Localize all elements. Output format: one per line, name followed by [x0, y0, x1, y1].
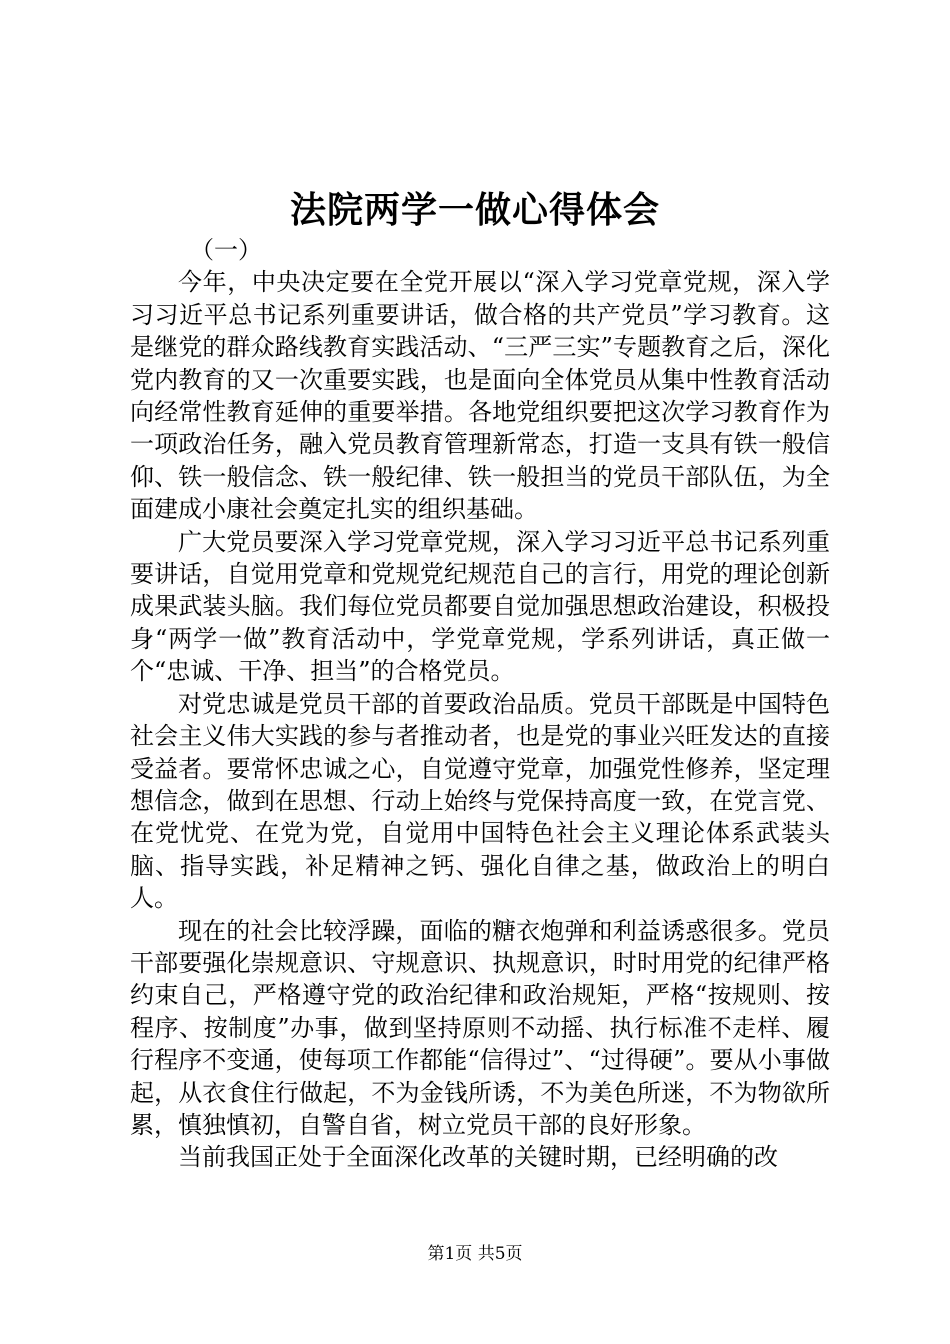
page-footer: 第1页 共5页	[427, 1244, 523, 1264]
paragraph: 现在的社会比较浮躁，面临的糖衣炮弹和利益诱惑很多。党员干部要强化崇规意识、守规意识、执规意识，时时用党的纪律严格约束自己，严格遵守党的政治纪律和政治规矩，严格“按规则、按程序、按制度”办事，做到坚持原则不动摇、执行标准不走样、履行程序不变通，使每项工作都能“信得过”、“过得硬”。要从小事做起，从衣食住行做起，不为金钱所诱，不为美色所迷，不为物欲所累，慎独慎初，自警自省，树立党员干部的良好形象。	[130, 916, 830, 1139]
paragraph: 今年，中央决定要在全党开展以“深入学习党章党规，深入学习习近平总书记系列重要讲话，做合格的共产党员”学习教育。这是继党的群众路线教育实践活动、“三严三实”专题教育之后，深化党内教育的又一次重要实践，也是面向全体党员从集中性教育活动向经常性教育延伸的重要举措。各地党组织要把这次学习教育作为一项政治任务，融入党员教育管理新常态，打造一支具有铁一般信仰、铁一般信念、铁一般纪律、铁一般担当的党员干部队伍，为全面建成小康社会奠定扎实的组织基础。	[130, 268, 830, 524]
section-number: （一）	[190, 236, 262, 264]
document-title: 法院两学一做心得体会	[289, 189, 660, 231]
paragraph: 广大党员要深入学习党章党规，深入学习习近平总书记系列重要讲话，自觉用党章和党规党纪规范自己的言行，用党的理论创新成果武装头脑。我们每位党员都要自觉加强思想政治建设，积极投身“两学一做”教育活动中，学党章党规，学系列讲话，真正做一个“忠诚、干净、担当”的合格党员。	[130, 527, 830, 686]
document-body	[130, 234, 830, 1174]
paragraph: 当前我国正处于全面深化改革的关键时期，已经明确的改	[178, 1143, 778, 1172]
paragraph: 对党忠诚是党员干部的首要政治品质。党员干部既是中国特色社会主义伟大实践的参与者推动者，也是党的事业兴旺发达的直接受益者。要常怀忠诚之心，自觉遵守党章，加强党性修养，坚定理想信念，做到在思想、行动上始终与党保持高度一致，在党言党、在党忧党、在党为党，自觉用中国特色社会主义理论体系武装头脑、指导实践，补足精神之钙、强化自律之基，做政治上的明白人。	[130, 689, 830, 913]
